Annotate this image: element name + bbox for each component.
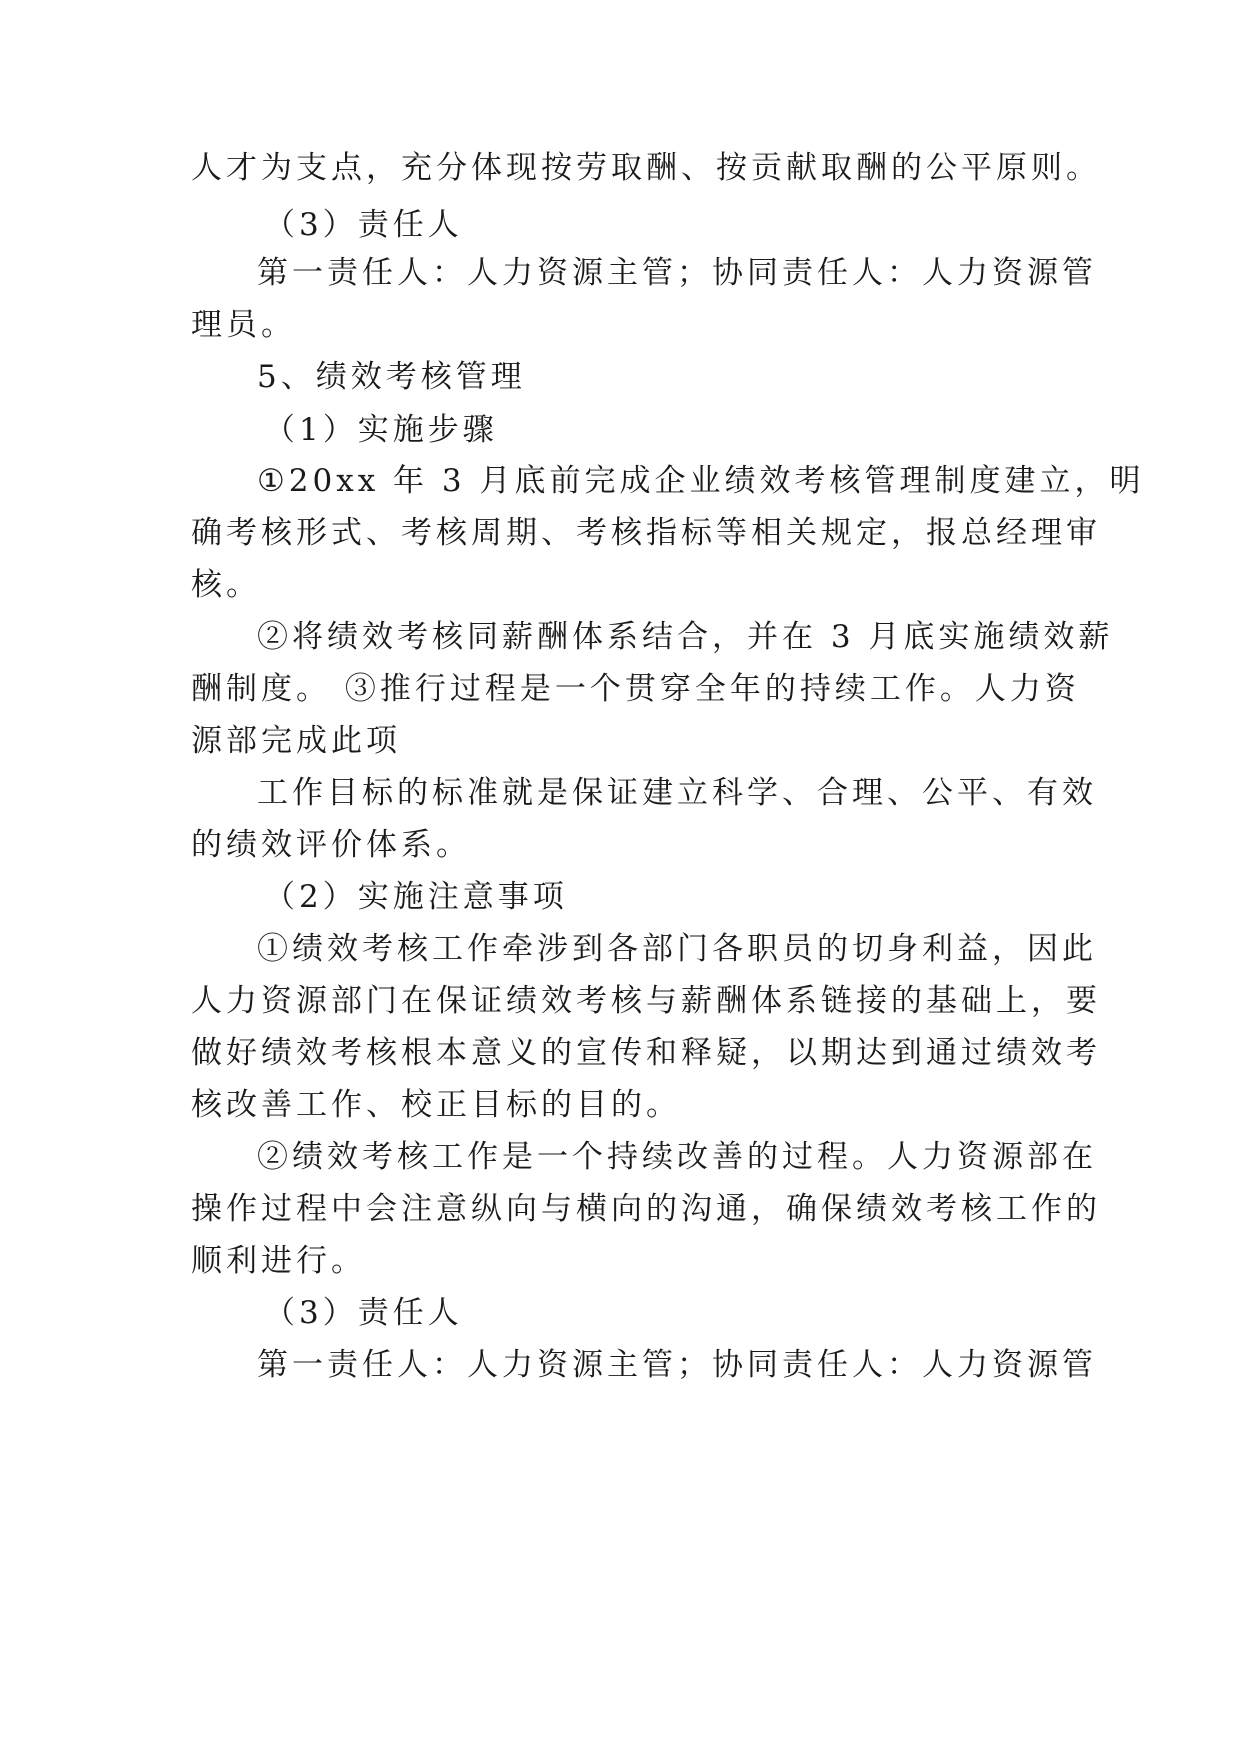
text-line: 人力资源部门在保证绩效考核与薪酬体系链接的基础上，要 [191, 983, 1101, 1019]
text-line: ①20xx 年 3 月底前完成企业绩效考核管理制度建立，明 [257, 463, 1145, 499]
text-line: ②绩效考核工作是一个持续改善的过程。人力资源部在 [257, 1139, 1097, 1175]
text-line: ①绩效考核工作牵涉到各部门各职员的切身利益，因此 [257, 931, 1097, 967]
text-line: 工作目标的标准就是保证建立科学、合理、公平、有效 [257, 775, 1097, 811]
text-line: 核改善工作、校正目标的目的。 [191, 1087, 681, 1123]
text-line: ②将绩效考核同薪酬体系结合，并在 3 月底实施绩效薪 [257, 619, 1114, 655]
text-line: 人才为支点，充分体现按劳取酬、按贡献取酬的公平原则。 [191, 150, 1101, 186]
subsection-heading: （1）实施步骤 [264, 412, 498, 448]
text-line: 源部完成此项 [191, 723, 401, 759]
section-heading: 5、绩效考核管理 [257, 359, 526, 395]
text-line: 酬制度。 ③推行过程是一个贯穿全年的持续工作。人力资 [191, 671, 1080, 707]
text-line: 操作过程中会注意纵向与横向的沟通，确保绩效考核工作的 [191, 1191, 1101, 1227]
text-line: 核。 [191, 567, 261, 603]
text-line: 理员。 [191, 307, 296, 343]
subsection-heading: （2）实施注意事项 [264, 879, 568, 915]
text-line: 确考核形式、考核周期、考核指标等相关规定，报总经理审 [191, 515, 1101, 551]
text-line: 第一责任人：人力资源主管；协同责任人：人力资源管 [257, 1347, 1097, 1383]
subsection-heading: （3）责任人 [264, 1295, 463, 1331]
subsection-heading: （3）责任人 [264, 207, 463, 243]
text-line: 做好绩效考核根本意义的宣传和释疑，以期达到通过绩效考 [191, 1035, 1101, 1071]
text-line: 的绩效评价体系。 [191, 827, 471, 863]
text-line: 顺利进行。 [191, 1243, 366, 1279]
text-line: 第一责任人：人力资源主管；协同责任人：人力资源管 [257, 255, 1097, 291]
